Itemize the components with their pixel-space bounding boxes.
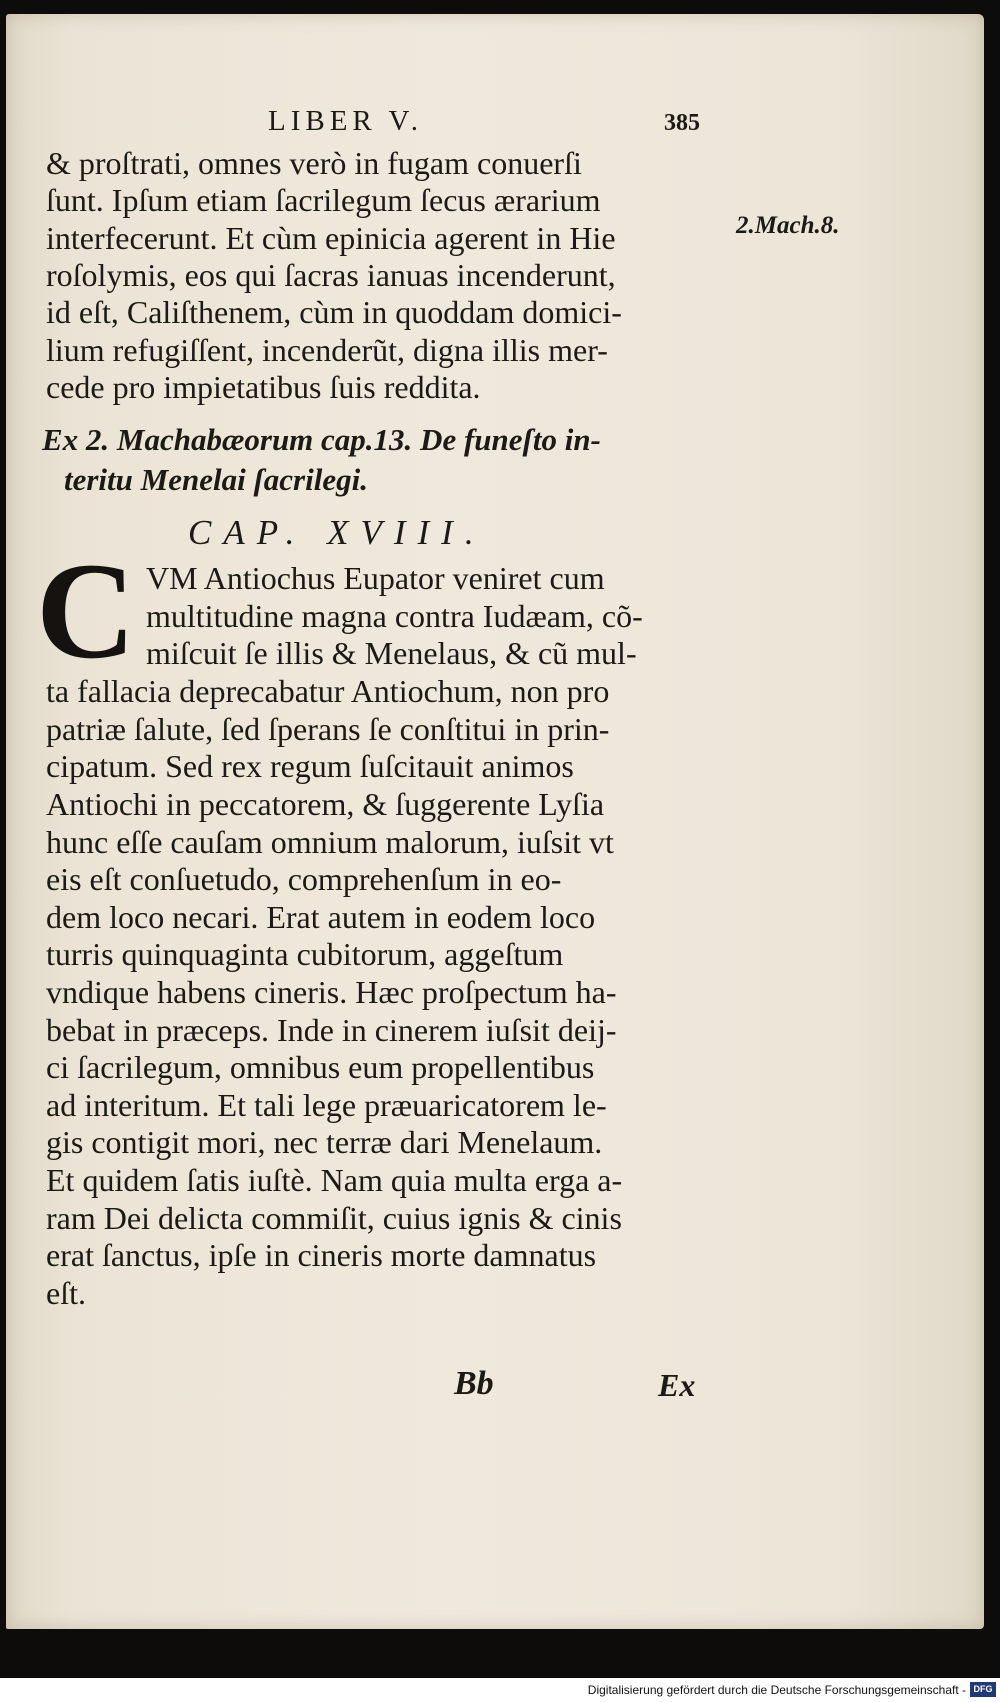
chapter-line: ad interitum. Et tali lege præuaricatorem le- <box>46 1087 607 1123</box>
chapter-line: cipatum. Sed rex regum ſuſcitauit animos <box>46 748 574 784</box>
chapter-line: ci ſacrilegum, omnibus eum propellentibus <box>46 1049 595 1085</box>
chapter-line: Antiochi in peccatorem, & ſuggerente Lyſia <box>46 786 605 822</box>
page-number: 385 <box>664 110 700 136</box>
body-line: roſolymis, eos qui ſacras ianuas incenderunt, <box>46 257 616 293</box>
chapter-title: CAP. XVIII. <box>188 513 486 552</box>
chapter-line: ram Dei delicta commiſit, cuius ignis & cinis <box>46 1200 622 1236</box>
chapter-line: Et quidem ſatis iuſtè. Nam quia multa erga a- <box>46 1162 623 1198</box>
digitization-footer <box>0 1678 1000 1702</box>
catchword: Ex <box>658 1367 696 1403</box>
chapter-line: patriæ ſalute, ſed ſperans ſe conſtitui in prin- <box>46 711 610 747</box>
dfg-logo: DFG <box>970 1682 996 1697</box>
margin-note: 2.Mach.8. <box>736 212 840 239</box>
body-line: ſunt. Ipſum etiam ſacrilegum ſecus ærarium <box>46 182 601 218</box>
chapter-line: vndique habens cineris. Hæc proſpectum ha- <box>46 974 617 1010</box>
section-heading-line-1: Ex 2. Machabæorum cap.13. De funeſto in- <box>42 422 601 457</box>
chapter-line: ta fallacia deprecabatur Antiochum, non pro <box>46 673 610 709</box>
body-line: & proſtrati, omnes verò in fugam conuerſi <box>46 145 582 181</box>
chapter-line: bebat in præceps. Inde in cinerem iuſsit deij- <box>46 1012 617 1048</box>
body-line: id eſt, Caliſthenem, cùm in quoddam domici- <box>46 294 622 330</box>
chapter-line: eſt. <box>46 1275 86 1311</box>
drop-cap-initial: C <box>36 534 136 687</box>
chapter-line: VM Antiochus Eupator veniret cum <box>146 560 605 596</box>
body-line: cede pro impietatibus ſuis reddita. <box>46 369 481 405</box>
chapter-line: hunc eſſe cauſam omnium malorum, iuſsit vt <box>46 824 614 860</box>
chapter-line: turris quinquaginta cubitorum, aggeſtum <box>46 936 564 972</box>
chapter-line: dem loco necari. Erat autem in eodem loco <box>46 899 596 935</box>
chapter-line: gis contigit mori, nec terræ dari Menelaum. <box>46 1124 603 1160</box>
chapter-line: miſcuit ſe illis & Menelaus, & cũ mul- <box>146 635 637 671</box>
chapter-line: erat ſanctus, ipſe in cineris morte damnatus <box>46 1237 597 1273</box>
section-heading-line-2: teritu Menelai ſacrilegi. <box>64 462 368 497</box>
body-line: lium refugiſſent, incenderũt, digna illis mer- <box>46 332 608 368</box>
running-head: LIBER V. <box>268 105 423 137</box>
funding-credit: Digitalisierung gefördert durch die Deutsche Forschungsgemeinschaft - <box>587 1683 966 1697</box>
body-line: interfecerunt. Et cùm epinicia agerent in Hie <box>46 220 616 256</box>
signature-mark: Bb <box>454 1365 494 1402</box>
book-page <box>6 14 984 1629</box>
chapter-line: multitudine magna contra Iudæam, cõ- <box>146 598 643 634</box>
chapter-line: eis eſt conſuetudo, comprehenſum in eo- <box>46 861 562 897</box>
